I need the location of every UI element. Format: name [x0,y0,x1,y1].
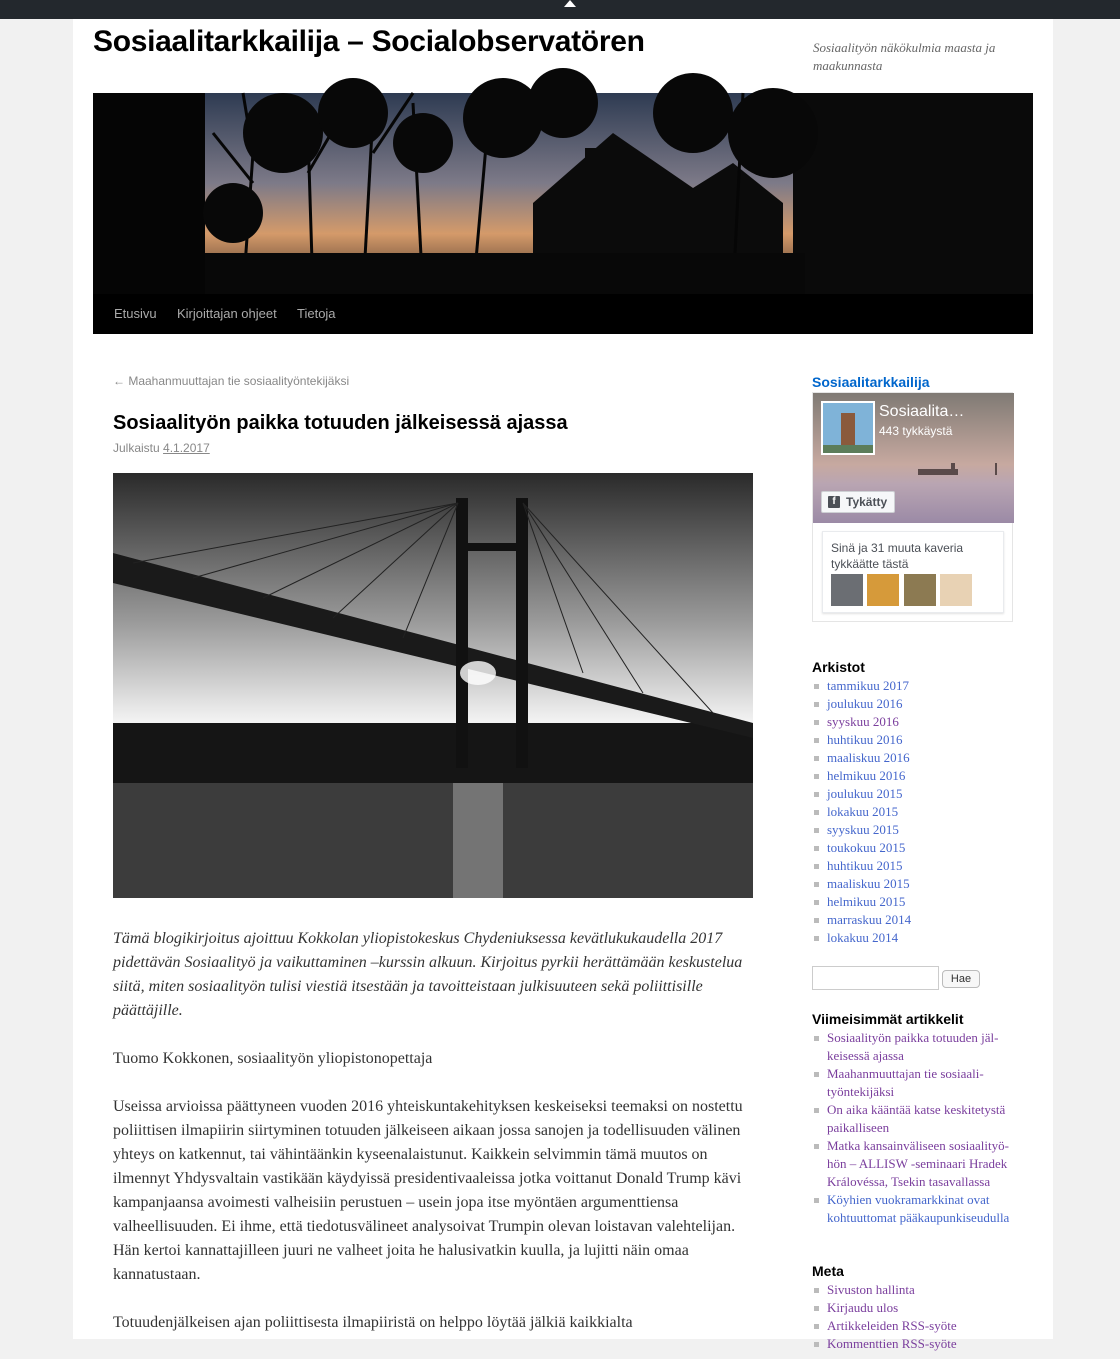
meta-widget [812,1263,957,1353]
archive-link[interactable]: syyskuu 2015 [827,822,899,837]
list-item [812,677,911,695]
friend-avatar[interactable] [940,574,972,606]
main-navigation [93,294,1033,334]
post-intro: Tämä blogikirjoitus ajoittuu Kokkolan yliopistokeskus Chydeniuksessa kevätlukukaudella 2017 pidettävän Sosiaalityö ja vaikuttaminen –kurssin alkuun. Kirjoitus pyrkii herättämään keskustelua siitä, miten sosiaalityön tulisi viestiä itsestään ja tavoitteistaan julkisuuteen sekä poliittisille päättäjille. [113,930,743,1019]
archive-link[interactable]: toukokuu 2015 [827,840,906,855]
facebook-widget-title[interactable]: Sosiaalitarkkailija [812,374,930,390]
list-item [812,1065,1017,1101]
archive-link[interactable]: helmikuu 2015 [827,894,906,909]
nav-tietoja[interactable]: Tietoja [297,306,336,321]
recent-post-link[interactable]: Köyhien vuokramarkkinat ovat kohtuuttomat pääkaupunkiseudulla [827,1192,1010,1225]
recent-post-link[interactable]: Sosiaalityön paikka totuuden jälkeisessä ajassa [827,1030,999,1063]
search-button[interactable]: Hae [942,970,980,988]
search-input[interactable] [812,966,939,990]
archive-link[interactable]: maaliskuu 2016 [827,750,910,765]
recent-posts-title: Viimeisimmät artikkelit [812,1011,964,1027]
nav-kirjoittajan-ohjeet[interactable]: Kirjoittajan ohjeet [177,306,277,321]
liked-label: Tykätty [846,495,888,509]
list-item [812,803,911,821]
archives-widget [812,659,911,947]
meta-link-logout[interactable]: Kirjaudu ulos [827,1300,899,1315]
list-item [812,785,911,803]
meta-list [812,1281,957,1353]
post-paragraph: Totuudenjälkeisen ajan poliittisesta ilmapiiristä on helppo löytää jälkiä kaikkialta [113,1314,633,1331]
nav-etusivu[interactable]: Etusivu [114,306,157,321]
post-paragraph: Useissa arvioissa päättyneen vuoden 2016 yhteiskuntakehityksen keskeiseksi teemaksi on nostettu poliittisen ilmapiirin siirtyminen totuuden jälkeiseen aikaan jossa sanojen ja todellisuuden välinen yhteys on katkennut, tai vähintäänkin kyseenalaistunut. Kaikkein selvimmin tämä muutos on ilmennyt Yhdysvaltain vastikään käydyissä presidentivaaleissa jotka voittanut Donald Trump kävi kampanjaansa avoimesti valheisiin perustuen – usein jopa itse myöntäen argumenttiensa valheellisuuden. Ei ihme, että tiedotusvälineet analysoivat Trumpin olevan loistavan valehtelijan. Hän kertoi kannattajilleen juuri ne valheet joita he halusivatkin kuulla, ja lujitti näin omaa kannatustaan. [113,1098,743,1283]
list-item [812,1137,1017,1191]
archive-link[interactable]: lokakuu 2014 [827,930,899,945]
archive-link[interactable]: huhtikuu 2015 [827,858,903,873]
post-featured-image [113,473,753,898]
header-silhouette [93,93,1033,294]
archive-link[interactable]: marraskuu 2014 [827,912,912,927]
facebook-page-name[interactable]: Sosiaalita… [879,403,965,420]
facebook-icon: f [828,496,840,508]
caret-up-icon[interactable] [564,0,576,7]
list-item [812,695,911,713]
archives-title: Arkistot [812,659,865,675]
recent-post-link[interactable]: Matka kansainväliseen sosiaalityöhön – ALLISW -seminaari Hradek Královéssa, Tsekin tasavallassa [827,1138,1009,1189]
facebook-liked-button[interactable] [821,491,895,513]
list-item [812,911,911,929]
admin-toolbar [0,0,1120,19]
archive-link[interactable]: joulukuu 2015 [827,786,903,801]
previous-post-link[interactable]: ← Maahanmuuttajan tie sosiaalityöntekijäksi [113,374,350,388]
facebook-like-count: 443 tykkäystä [879,424,953,438]
header-image [93,93,1033,294]
bridge-photo [113,473,753,898]
site-title[interactable]: Sosiaalitarkkailija – Socialobservatören [93,25,645,58]
list-item [812,839,911,857]
post-meta [113,441,210,455]
recent-posts-list [812,1029,1017,1227]
list-item [812,857,911,875]
list-item [812,749,911,767]
page-wrapper [73,19,1053,1351]
friend-avatar[interactable] [831,574,863,606]
list-item [812,1335,957,1353]
meta-link-comments-rss[interactable]: Kommenttien RSS-syöte [827,1336,957,1351]
archive-link[interactable]: maaliskuu 2015 [827,876,910,891]
meta-link-admin[interactable]: Sivuston hallinta [827,1282,915,1297]
friend-faces [831,574,973,610]
list-item [812,1317,957,1335]
post-body [113,927,753,1359]
avatar-tower-image [823,403,873,453]
friend-avatar[interactable] [904,574,936,606]
archive-link[interactable]: tammikuu 2017 [827,678,909,693]
recent-posts-widget [812,1011,1017,1227]
list-item [812,1299,957,1317]
post-author-line: Tuomo Kokkonen, sosiaalityön yliopistonopettaja [113,1050,433,1067]
meta-title: Meta [812,1263,844,1279]
meta-link-posts-rss[interactable]: Artikkeleiden RSS-syöte [827,1318,957,1333]
list-item [812,821,911,839]
archives-list [812,677,911,947]
list-item [812,731,911,749]
friends-text: Sinä ja 31 muuta kaveria tykkäätte tästä [831,541,964,571]
archive-link[interactable]: lokakuu 2015 [827,804,899,819]
post-title: Sosiaalityön paikka totuuden jälkeisessä ajassa [113,412,568,434]
site-description: Sosiaalityön näkökulmia maasta ja maakunnasta [813,40,996,73]
recent-post-link[interactable]: Maahanmuuttajan tie sosiaalityöntekijäksi [827,1066,984,1099]
archive-link[interactable]: huhtikuu 2016 [827,732,903,747]
friend-avatar[interactable] [867,574,899,606]
facebook-page-avatar[interactable] [821,401,875,455]
list-item [812,713,911,731]
list-item [812,1101,1017,1137]
archive-link[interactable]: syyskuu 2016 [827,714,899,729]
recent-post-link[interactable]: On aika kääntää katse keskitetystä paikalliseen [827,1102,1006,1135]
list-item [812,1281,957,1299]
list-item [812,893,911,911]
facebook-friends-box [822,531,1004,613]
facebook-cover[interactable] [813,393,1014,523]
list-item [812,875,911,893]
archive-link[interactable]: helmikuu 2016 [827,768,906,783]
archive-link[interactable]: joulukuu 2016 [827,696,903,711]
published-date-link[interactable]: 4.1.2017 [163,441,210,455]
list-item [812,1191,1017,1227]
facebook-page-plugin [812,392,1013,622]
list-item [812,1029,1017,1065]
list-item [812,767,911,785]
list-item [812,929,911,947]
published-label: Julkaistu [113,441,160,455]
